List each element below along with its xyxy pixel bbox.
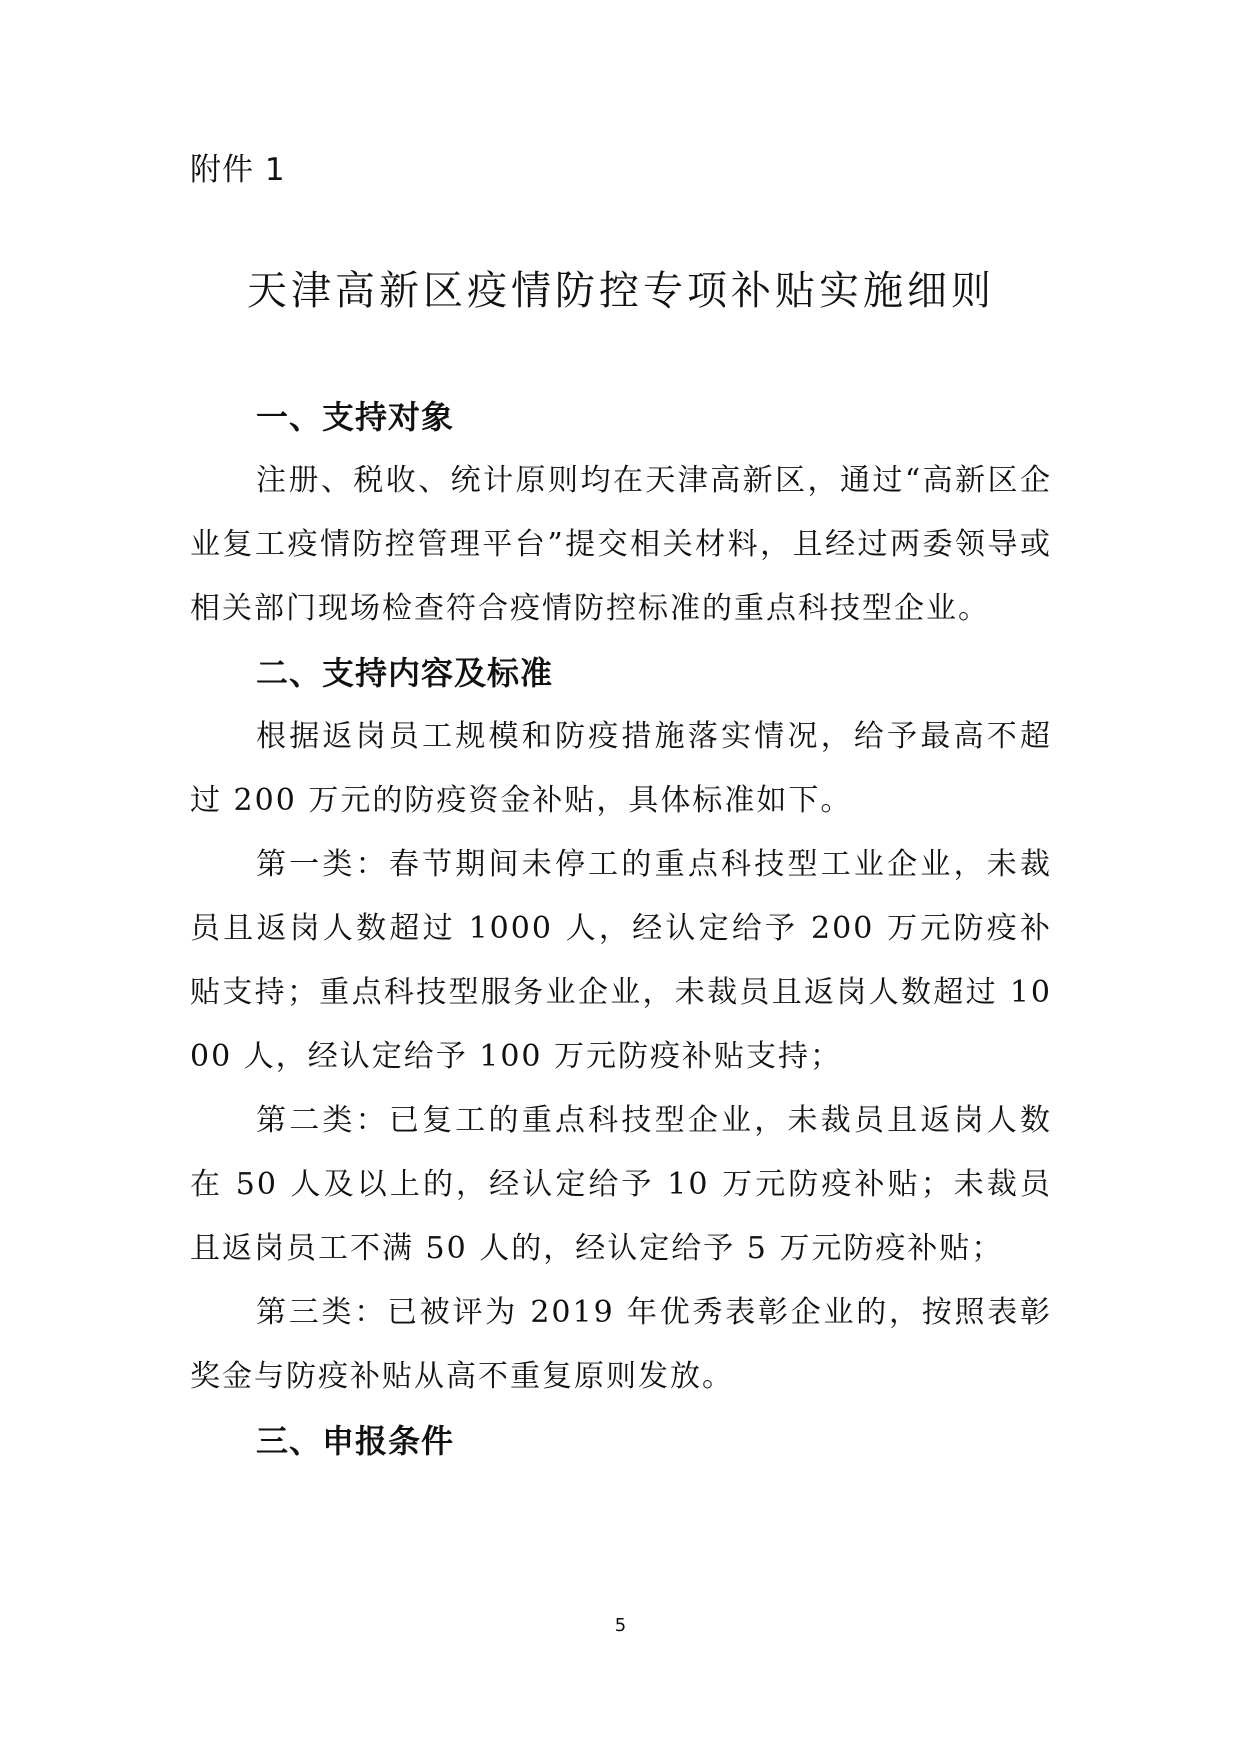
section-support-targets: [190, 385, 1052, 641]
attachment-label: 附件 1: [190, 152, 286, 188]
paragraph: 注册、税收、统计原则均在天津高新区，通过“高新区企业复工疫情防控管理平台”提交相关材料，且经过两委领导或相关部门现场检查符合疫情防控标准的重点科技型企业。: [190, 463, 1052, 626]
document-body: [190, 385, 1052, 1473]
section-heading: 三、申报条件: [256, 1422, 455, 1460]
paragraph: 第二类：已复工的重点科技型企业，未裁员且返岗人数在 50 人及以上的，经认定给予 10 万元防疫补贴；未裁员且返岗员工不满 50 人的，经认定给予 5 万元防疫补贴；: [190, 1103, 1052, 1266]
paragraph: 第三类：已被评为 2019 年优秀表彰企业的，按照表彰奖金与防疫补贴从高不重复原则发放。: [190, 1295, 1052, 1394]
section-heading: 一、支持对象: [256, 398, 455, 436]
document-title: 天津高新区疫情防控专项补贴实施细则: [247, 268, 995, 314]
page-number: 5: [614, 1615, 627, 1636]
paragraph: 根据返岗员工规模和防疫措施落实情况，给予最高不超过 200 万元的防疫资金补贴，具体标准如下。: [190, 719, 1052, 818]
section-application-conditions: [190, 1409, 1052, 1473]
section-heading: 二、支持内容及标准: [256, 654, 554, 692]
section-support-content: [190, 641, 1052, 1409]
paragraph: 第一类：春节期间未停工的重点科技型工业企业，未裁员且返岗人数超过 1000 人，经认定给予 200 万元防疫补贴支持；重点科技型服务业企业，未裁员且返岗人数超过 1000 人，经认定给予 100 万元防疫补贴支持；: [190, 847, 1052, 1074]
